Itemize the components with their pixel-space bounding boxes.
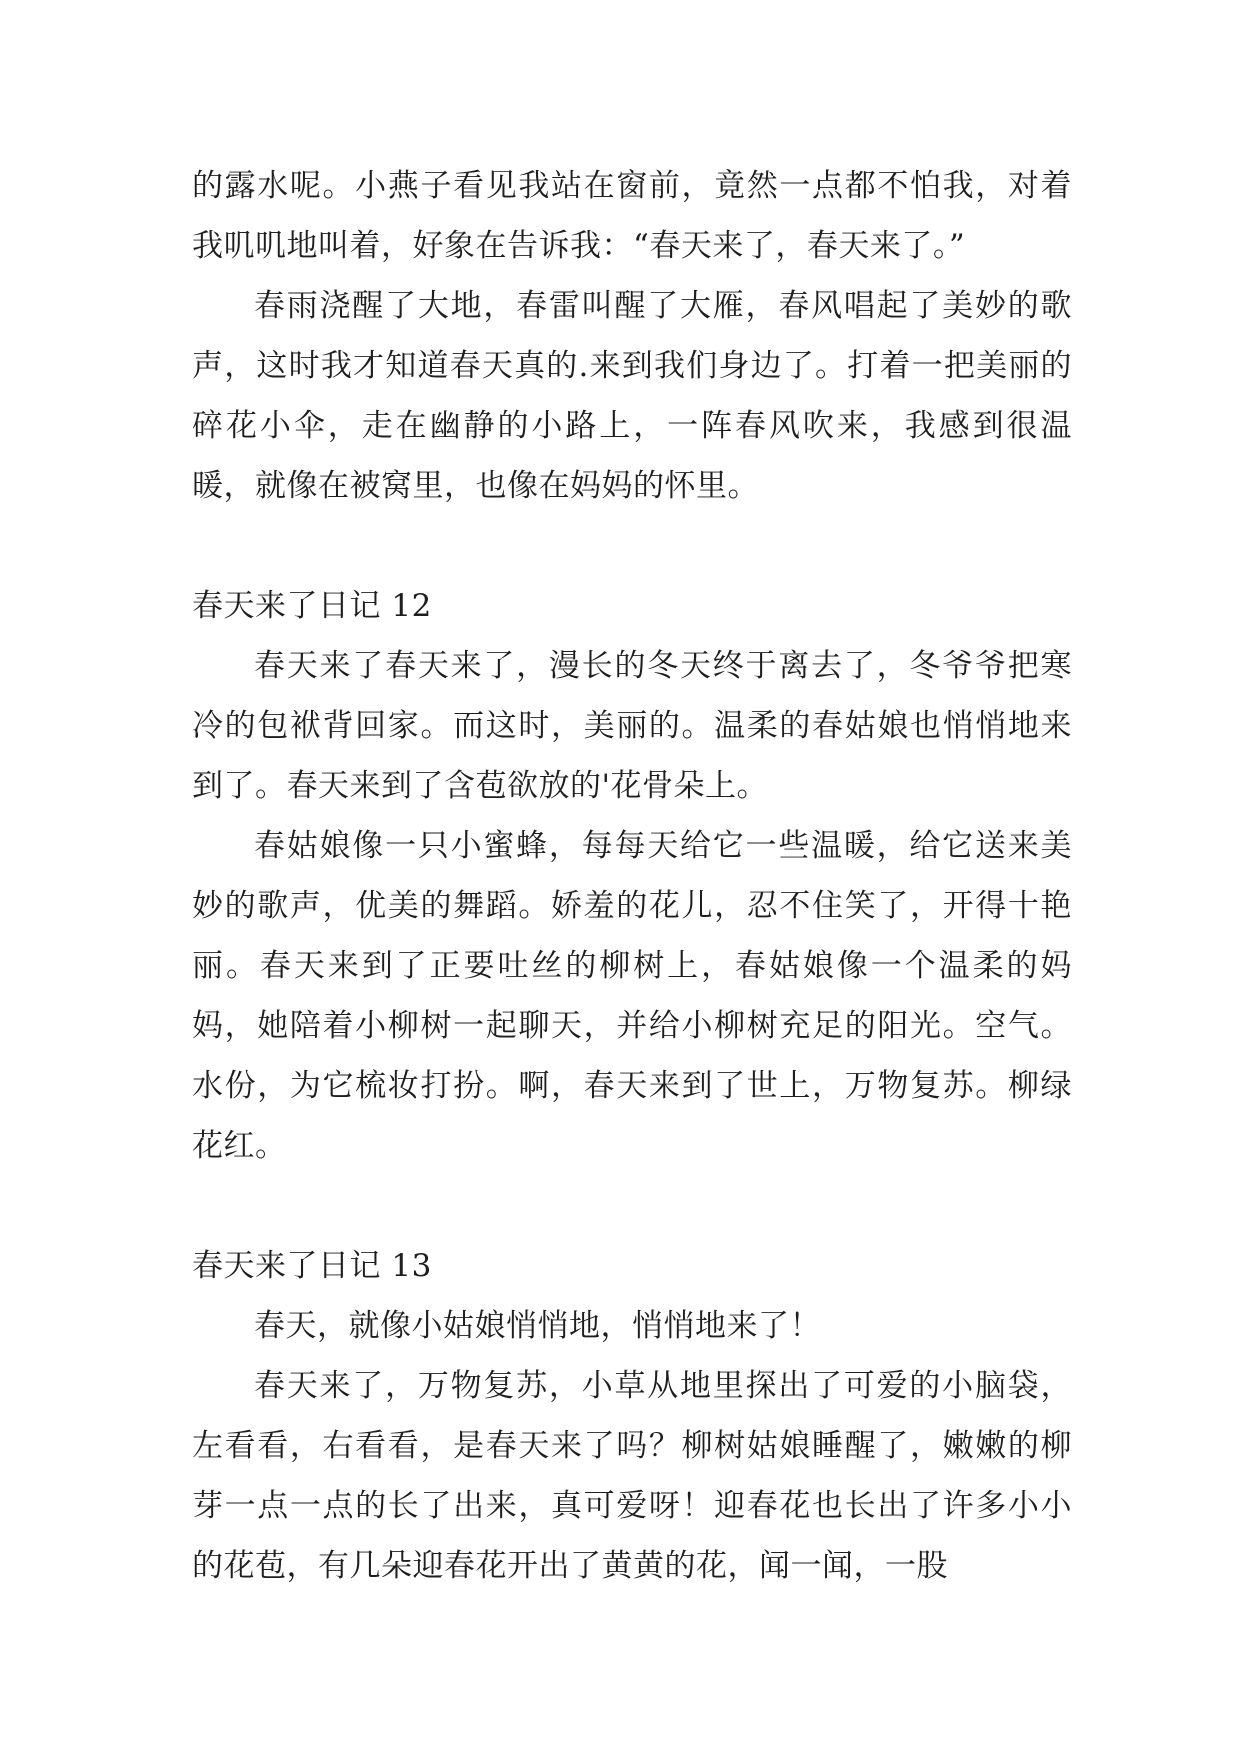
document-body (192, 156, 1072, 1596)
section-spacer (192, 1176, 1072, 1236)
paragraph: 春雨浇醒了大地，春雷叫醒了大雁，春风唱起了美妙的歌声，这时我才知道春天真的.来到我们身边了。打着一把美丽的碎花小伞，走在幽静的小路上，一阵春风吹来，我感到很温暖，就像在被窝里，也像在妈妈的怀里。 (192, 288, 1072, 504)
paragraph: 春天来了春天来了，漫长的冬天终于离去了，冬爷爷把寒冷的包袱背回家。而这时，美丽的。温柔的春姑娘也悄悄地来到了。春天来到了含苞欲放的'花骨朵上。 (192, 648, 1072, 804)
paragraph-continued: 的露水呢。小燕子看见我站在窗前，竟然一点都不怕我，对着我叽叽地叫着，好象在告诉我：“春天来了，春天来了。” (192, 168, 1072, 264)
paragraph: 春天来了，万物复苏，小草从地里探出了可爱的小脑袋，左看看，右看看，是春天来了吗？柳树姑娘睡醒了，嫩嫩的柳芽一点一点的长了出来，真可爱呀！迎春花也长出了许多小小的花苞，有几朵迎春花开出了黄黄的花，闻一闻，一股 (192, 1368, 1072, 1584)
section-title: 春天来了日记 12 (192, 588, 432, 624)
paragraph: 春姑娘像一只小蜜蜂，每每天给它一些温暖，给它送来美妙的歌声，优美的舞蹈。娇羞的花儿，忍不住笑了，开得十艳丽。春天来到了正要吐丝的柳树上，春姑娘像一个温柔的妈妈，她陪着小柳树一起聊天，并给小柳树充足的阳光。空气。水份，为它梳妆打扮。啊，春天来到了世上，万物复苏。柳绿花红。 (192, 828, 1072, 1164)
section-title: 春天来了日记 13 (192, 1248, 432, 1284)
section-spacer (192, 516, 1072, 576)
paragraph: 春天，就像小姑娘悄悄地，悄悄地来了！ (254, 1308, 821, 1344)
